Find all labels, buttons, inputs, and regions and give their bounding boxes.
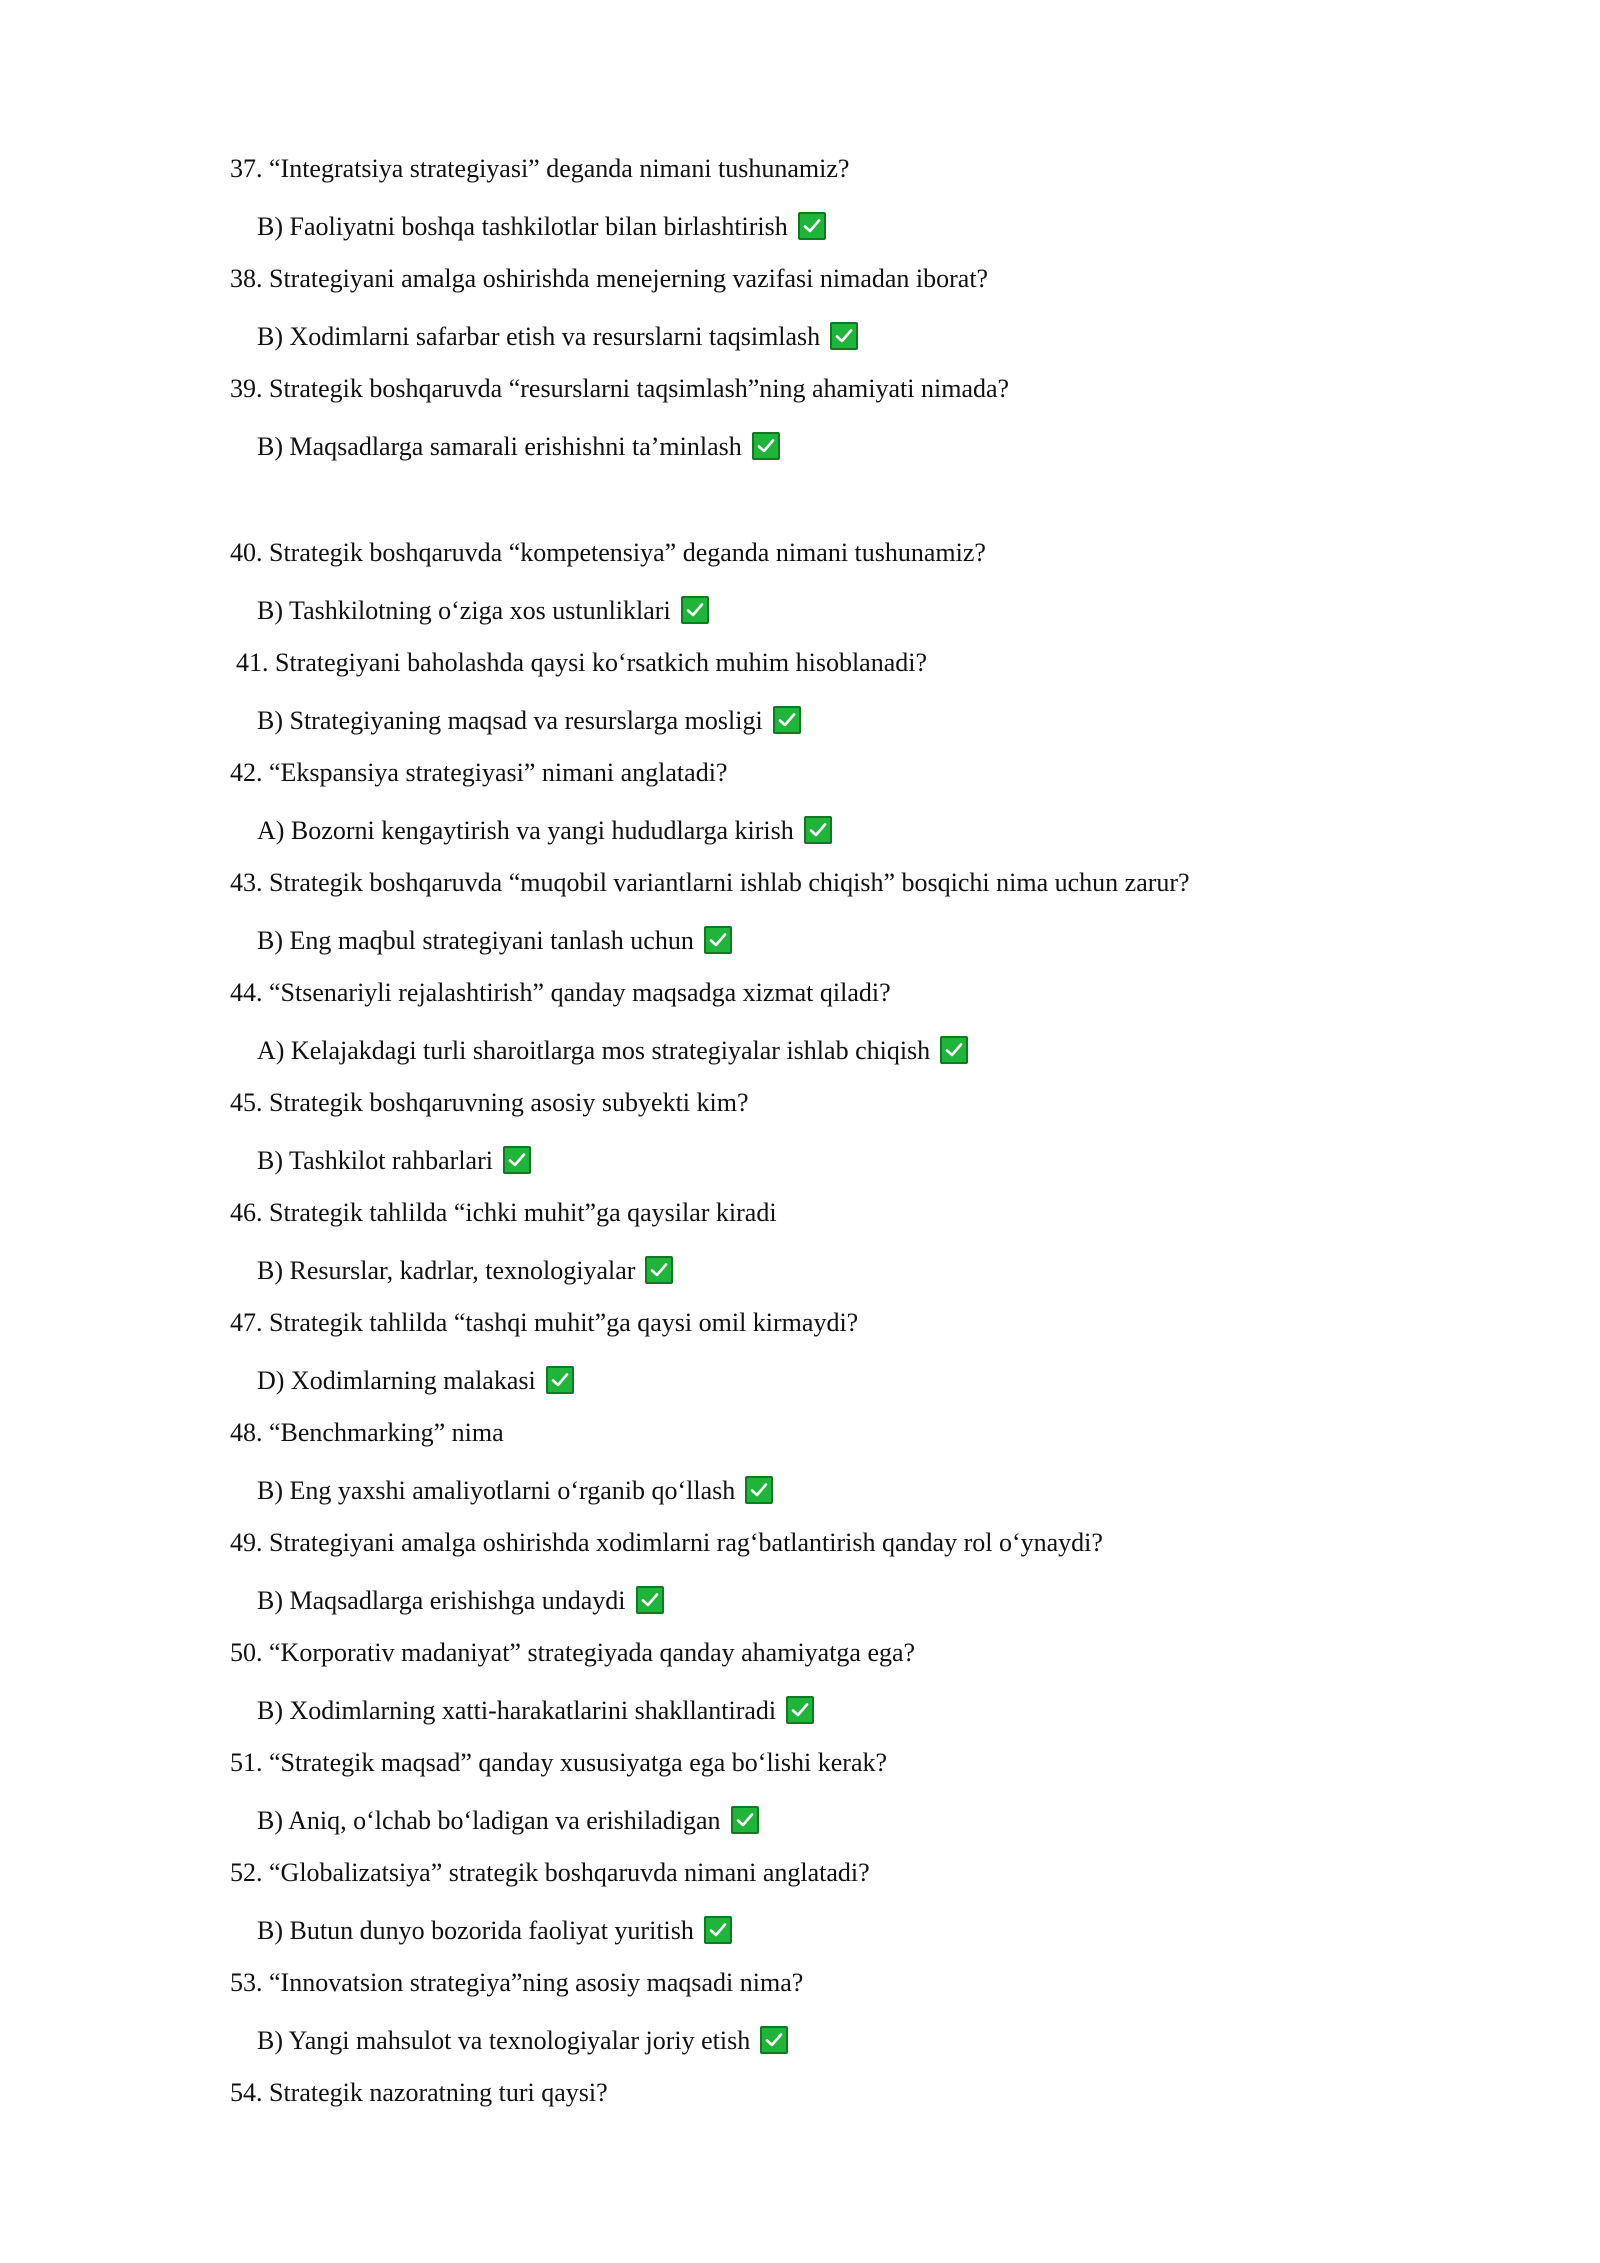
question-52: 52. “Globalizatsiya” strategik boshqaruvda nimani anglatadi? — [230, 1858, 870, 1887]
answer-48: B) Eng yaxshi amaliyotlarni o‘rganib qo‘llash — [257, 1474, 773, 1508]
question-50: 50. “Korporativ madaniyat” strategiyada qanday ahamiyatga ega? — [230, 1638, 916, 1667]
question-43: 43. Strategik boshqaruvda “muqobil variantlarni ishlab chiqish” bosqichi nima uchun zarur? — [230, 868, 1190, 897]
question-39: 39. Strategik boshqaruvda “resurslarni taqsimlash”ning ahamiyati nimada? — [230, 374, 1010, 403]
check-mark-icon — [830, 322, 858, 350]
answer-51: B) Aniq, o‘lchab bo‘ladigan va erishiladigan — [257, 1804, 759, 1838]
question-38: 38. Strategiyani amalga oshirishda menejerning vazifasi nimadan iborat? — [230, 264, 989, 293]
question-47: 47. Strategik tahlilda “tashqi muhit”ga qaysi omil kirmaydi? — [230, 1308, 859, 1337]
question-46: 46. Strategik tahlilda “ichki muhit”ga qaysilar kiradi — [230, 1198, 777, 1227]
question-40: 40. Strategik boshqaruvda “kompetensiya” deganda nimani tushunamiz? — [230, 538, 986, 567]
answer-41: B) Strategiyaning maqsad va resurslarga mosligi — [257, 704, 801, 738]
answer-47: D) Xodimlarning malakasi — [257, 1364, 574, 1398]
question-53: 53. “Innovatsion strategiya”ning asosiy maqsadi nima? — [230, 1968, 804, 1997]
answer-53: B) Yangi mahsulot va texnologiyalar joriy etish — [257, 2024, 788, 2058]
answer-52: B) Butun dunyo bozorida faoliyat yuritish — [257, 1914, 732, 1948]
question-48: 48. “Benchmarking” nima — [230, 1418, 504, 1447]
answer-50: B) Xodimlarning xatti-harakatlarini shakllantiradi — [257, 1694, 814, 1728]
check-mark-icon — [645, 1256, 673, 1284]
check-mark-icon — [704, 1916, 732, 1944]
question-51: 51. “Strategik maqsad” qanday xususiyatga ega bo‘lishi kerak? — [230, 1748, 888, 1777]
check-mark-icon — [546, 1366, 574, 1394]
answer-39: B) Maqsadlarga samarali erishishni ta’minlash — [257, 430, 780, 464]
answer-37: B) Faoliyatni boshqa tashkilotlar bilan birlashtirish — [257, 210, 826, 244]
question-42: 42. “Ekspansiya strategiyasi” nimani anglatadi? — [230, 758, 728, 787]
question-37: 37. “Integratsiya strategiyasi” deganda nimani tushunamiz? — [230, 154, 850, 183]
check-mark-icon — [636, 1586, 664, 1614]
question-41: 41. Strategiyani baholashda qaysi ko‘rsatkich muhim hisoblanadi? — [236, 648, 928, 677]
check-mark-icon — [752, 432, 780, 460]
answer-42: A) Bozorni kengaytirish va yangi hududlarga kirish — [257, 814, 832, 848]
answer-45: B) Tashkilot rahbarlari — [257, 1144, 531, 1178]
question-44: 44. “Stsenariyli rejalashtirish” qanday maqsadga xizmat qiladi? — [230, 978, 891, 1007]
question-45: 45. Strategik boshqaruvning asosiy subyekti kim? — [230, 1088, 749, 1117]
check-mark-icon — [940, 1036, 968, 1064]
answer-43: B) Eng maqbul strategiyani tanlash uchun — [257, 924, 732, 958]
check-mark-icon — [731, 1806, 759, 1834]
check-mark-icon — [786, 1696, 814, 1724]
answer-49: B) Maqsadlarga erishishga undaydi — [257, 1584, 664, 1618]
answer-44: A) Kelajakdagi turli sharoitlarga mos strategiyalar ishlab chiqish — [257, 1034, 968, 1068]
check-mark-icon — [773, 706, 801, 734]
answer-46: B) Resurslar, kadrlar, texnologiyalar — [257, 1254, 673, 1288]
check-mark-icon — [745, 1476, 773, 1504]
check-mark-icon — [681, 596, 709, 624]
check-mark-icon — [798, 212, 826, 240]
check-mark-icon — [704, 926, 732, 954]
question-49: 49. Strategiyani amalga oshirishda xodimlarni rag‘batlantirish qanday rol o‘ynaydi? — [230, 1528, 1103, 1557]
answer-40: B) Tashkilotning o‘ziga xos ustunliklari — [257, 594, 709, 628]
question-54: 54. Strategik nazoratning turi qaysi? — [230, 2078, 608, 2107]
check-mark-icon — [760, 2026, 788, 2054]
check-mark-icon — [804, 816, 832, 844]
check-mark-icon — [503, 1146, 531, 1174]
answer-38: B) Xodimlarni safarbar etish va resurslarni taqsimlash — [257, 320, 858, 354]
